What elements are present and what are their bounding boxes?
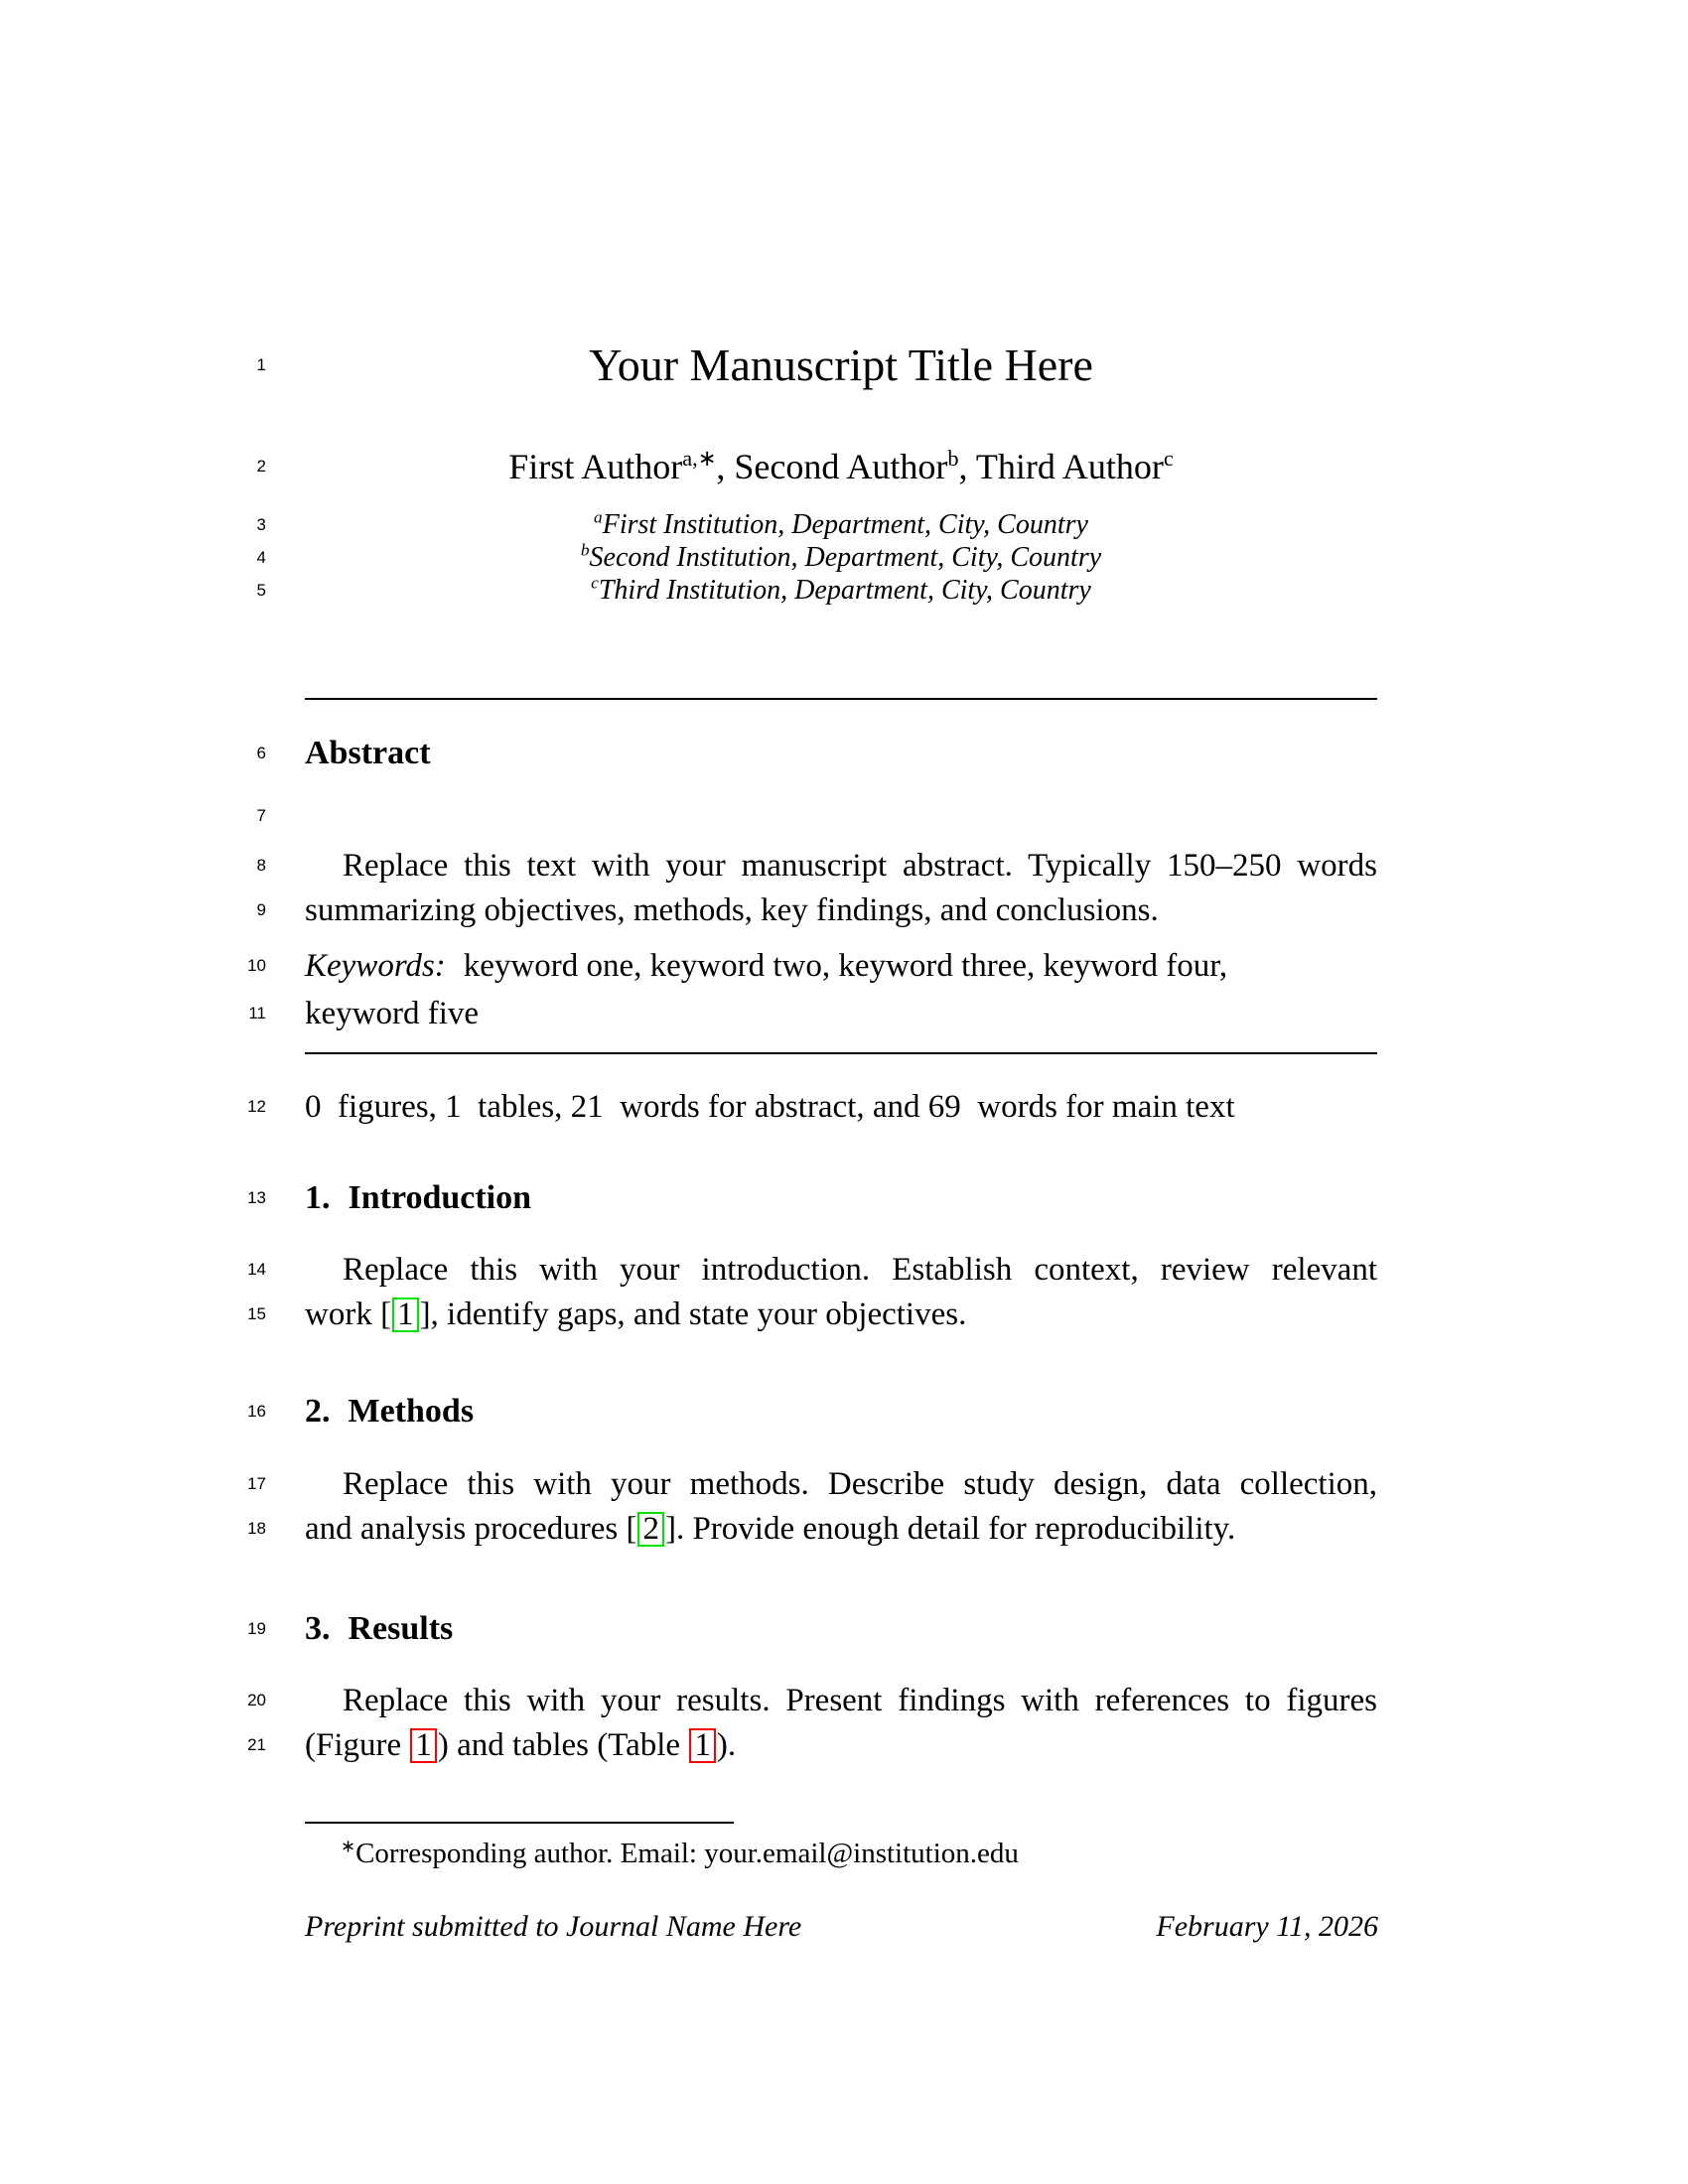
footnote-row bbox=[149, 1836, 1377, 1871]
line-number: 5 bbox=[256, 580, 266, 600]
abstract-text-line: summarizing objectives, methods, key findings, and conclusions. bbox=[305, 892, 1159, 928]
body-text: work [ bbox=[305, 1297, 392, 1332]
body-text-row bbox=[149, 1463, 1377, 1505]
author-name: , Second Author bbox=[716, 447, 948, 486]
line-number: 12 bbox=[247, 1097, 266, 1116]
affiliation-row bbox=[149, 574, 1377, 607]
line-number: 2 bbox=[256, 457, 266, 476]
line-number: 3 bbox=[256, 514, 266, 534]
footnote-rule bbox=[305, 1822, 734, 1824]
line-number: 9 bbox=[256, 900, 266, 919]
section-heading-row bbox=[149, 1608, 1377, 1650]
section-heading-row bbox=[149, 1391, 1377, 1433]
affiliation-superscript: c bbox=[591, 573, 599, 593]
line-number: 10 bbox=[247, 956, 266, 975]
section-title: Methods bbox=[348, 1393, 475, 1430]
affiliation-superscript: a bbox=[594, 507, 603, 527]
body-line: Replace this with your methods. Describe study design, data collection, bbox=[343, 1466, 1377, 1502]
body-line: Replace this with your results. Present findings with references to figures bbox=[343, 1683, 1377, 1718]
line-number: 4 bbox=[256, 547, 266, 567]
body-text: (Figure bbox=[305, 1727, 410, 1763]
table-ref-link[interactable]: 1 bbox=[689, 1728, 716, 1763]
body-text: ). bbox=[716, 1727, 737, 1763]
affiliation-line bbox=[305, 508, 1377, 541]
line-number: 20 bbox=[247, 1691, 266, 1709]
keywords-text: keyword five bbox=[305, 996, 480, 1031]
author-name: , Third Author bbox=[958, 447, 1164, 486]
line-number: 7 bbox=[256, 806, 266, 825]
section-heading-row bbox=[149, 1177, 1377, 1219]
abstract-text-row bbox=[149, 845, 1377, 887]
footnote-asterisk: ∗ bbox=[341, 1836, 356, 1856]
body-text: and analysis procedures [ bbox=[305, 1511, 637, 1547]
affiliation-line bbox=[305, 541, 1377, 574]
blank-row bbox=[149, 799, 1377, 833]
keywords-line bbox=[305, 945, 1377, 987]
line-number: 17 bbox=[247, 1474, 266, 1493]
line-number: 11 bbox=[248, 1004, 266, 1023]
body-text: ]. Provide enough detail for reproducibility. bbox=[664, 1511, 1236, 1547]
manuscript-title: Your Manuscript Title Here bbox=[589, 340, 1093, 390]
body-line bbox=[305, 1508, 1377, 1550]
body-line: Replace this with your introduction. Establish context, review relevant bbox=[343, 1252, 1377, 1288]
affiliation-text: Second Institution, Department, City, Country bbox=[589, 542, 1102, 573]
line-number: 14 bbox=[247, 1260, 266, 1279]
title-row bbox=[149, 338, 1377, 393]
section-number: 1. bbox=[305, 1179, 331, 1216]
keywords-label: Keywords: bbox=[305, 948, 446, 984]
line-number: 8 bbox=[256, 856, 266, 875]
affiliation-row bbox=[149, 508, 1377, 541]
author-name: First Author bbox=[508, 447, 683, 486]
section-heading bbox=[305, 1177, 1377, 1219]
keywords-row bbox=[149, 993, 1377, 1034]
line-number: 1 bbox=[256, 355, 266, 374]
body-line bbox=[305, 1724, 1377, 1766]
body-text-row bbox=[149, 1680, 1377, 1721]
section-title: Introduction bbox=[348, 1179, 532, 1216]
author-superscript: a,∗ bbox=[682, 446, 717, 471]
affiliation-line bbox=[305, 574, 1377, 607]
line-number: 18 bbox=[247, 1519, 266, 1538]
footnote bbox=[305, 1836, 1377, 1871]
affiliation-row bbox=[149, 541, 1377, 574]
authors-row bbox=[149, 445, 1377, 488]
citation-link[interactable]: 1 bbox=[392, 1297, 419, 1332]
section-title: Results bbox=[348, 1610, 454, 1647]
line-number: 15 bbox=[247, 1304, 266, 1323]
keywords-text: keyword one, keyword two, keyword three, keyword four, bbox=[463, 948, 1228, 984]
citation-link[interactable]: 2 bbox=[637, 1512, 664, 1547]
footer-left: Preprint submitted to Journal Name Here bbox=[305, 1910, 802, 1943]
abstract-heading: Abstract bbox=[305, 735, 431, 771]
affiliation-superscript: b bbox=[580, 540, 590, 560]
abstract-text-line: Replace this text with your manuscript abstract. Typically 150–250 words bbox=[343, 848, 1377, 884]
body-text-row bbox=[149, 1724, 1377, 1766]
keywords-row bbox=[149, 945, 1377, 987]
affiliation-text: First Institution, Department, City, Country bbox=[602, 509, 1088, 540]
affiliation-text: Third Institution, Department, City, Country bbox=[598, 575, 1091, 606]
line-number: 6 bbox=[256, 744, 266, 762]
section-number: 3. bbox=[305, 1610, 331, 1647]
section-heading bbox=[305, 1608, 1377, 1650]
section-number: 2. bbox=[305, 1393, 331, 1430]
authors-line bbox=[305, 445, 1377, 488]
body-text: ], identify gaps, and state your objectives. bbox=[419, 1297, 967, 1332]
stats-row bbox=[149, 1086, 1377, 1128]
abstract-heading-row bbox=[149, 733, 1377, 774]
line-number: 19 bbox=[247, 1619, 266, 1638]
body-text-row bbox=[149, 1508, 1377, 1550]
section-heading bbox=[305, 1391, 1377, 1433]
footer bbox=[305, 1908, 1378, 1946]
footnote-text: Corresponding author. Email: your.email@institution.edu bbox=[355, 1838, 1019, 1869]
body-text-row bbox=[149, 1249, 1377, 1291]
author-superscript: c bbox=[1163, 446, 1174, 471]
line-number: 21 bbox=[247, 1735, 266, 1754]
body-line bbox=[305, 1294, 1377, 1335]
abstract-rule-top bbox=[305, 698, 1377, 700]
line-number: 16 bbox=[247, 1402, 266, 1421]
author-superscript: b bbox=[947, 446, 959, 471]
body-text: ) and tables (Table bbox=[437, 1727, 689, 1763]
body-text-row bbox=[149, 1294, 1377, 1335]
abstract-text-row bbox=[149, 889, 1377, 931]
line-number: 13 bbox=[247, 1188, 266, 1207]
footer-right: February 11, 2026 bbox=[1156, 1910, 1378, 1943]
stats-line: 0 figures, 1 tables, 21 words for abstract, and 69 words for main text bbox=[305, 1089, 1235, 1125]
figure-ref-link[interactable]: 1 bbox=[410, 1728, 437, 1763]
abstract-rule-bottom bbox=[305, 1052, 1377, 1054]
